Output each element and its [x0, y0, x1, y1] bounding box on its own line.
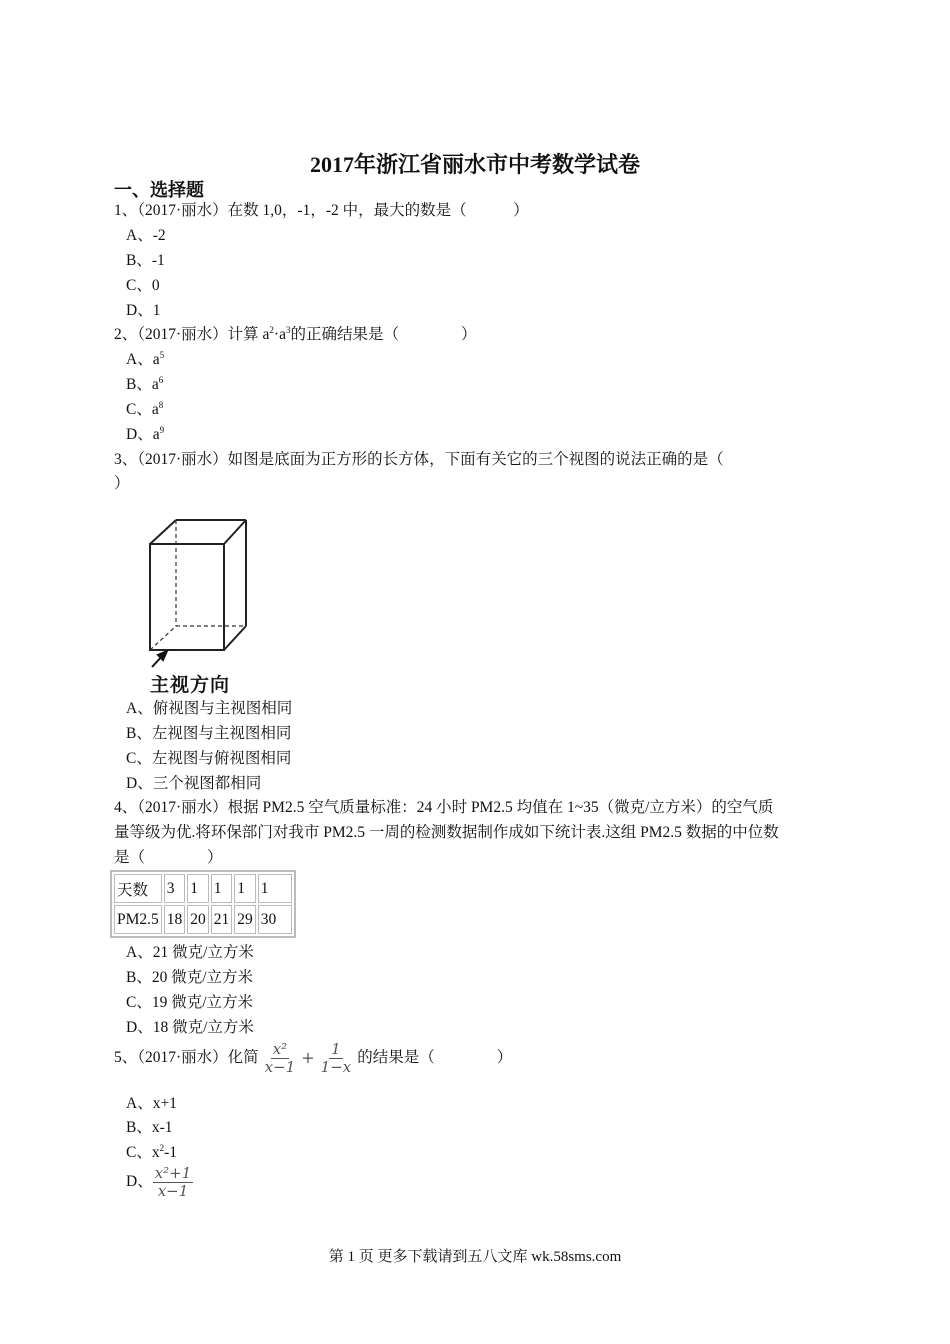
table-cell: 18	[164, 905, 186, 934]
q4-stem-line2: 量等级为优.将环保部门对我市 PM2.5 一周的检测数据制作成如下统计表.这组 PM2.5 数据的中位数	[114, 824, 779, 841]
table-cell: 29	[234, 905, 256, 934]
page-footer: 第 1 页 更多下载请到五八文库 wk.58sms.com	[328, 1249, 622, 1265]
fraction-1: $\frac{\text{x²}}{x-1}$	[264, 1039, 296, 1076]
q1-option-d: D、1	[126, 302, 161, 319]
section-heading: 一、选择题	[114, 180, 204, 200]
q5-option-b: B、x-1	[126, 1119, 173, 1136]
q5-option-c: C、$x^2-1$	[126, 1142, 178, 1161]
pm25-table	[110, 870, 296, 938]
q4-stem-line3: 是（ ）	[114, 849, 223, 866]
fraction-option-d: $\frac{\text{x²+1}}{x-1}$	[154, 1163, 192, 1200]
q3-option-d: D、三个视图都相同	[126, 775, 262, 792]
q2-stem: 2、（2017·丽水）计算 $a^2\cdot a^3$的正确结果是（ ）	[114, 324, 477, 343]
q2-option-b: B、$a^6$	[126, 374, 164, 393]
table-row	[114, 874, 292, 903]
cuboid-figure	[140, 512, 260, 702]
q1-option-a: A、-2	[126, 227, 166, 244]
q3-option-a: A、俯视图与主视图相同	[126, 700, 293, 717]
fraction-2: $\frac{1}{1-x}$	[320, 1039, 352, 1076]
q3-stem-line1: 3、（2017·丽水）如图是底面为正方形的长方体，下面有关它的三个视图的说法正确的是（	[114, 451, 724, 468]
table-cell: 21	[211, 905, 233, 934]
cuboid-hidden-edges	[150, 520, 246, 650]
arrow-icon	[152, 651, 167, 667]
q4-option-b: B、20 微克/立方米	[126, 969, 254, 986]
q2-option-c: C、$a^8$	[126, 399, 164, 418]
table-cell: 20	[187, 905, 209, 934]
q3-stem-line2: ）	[114, 475, 130, 492]
q2-option-a: A、$a^5$	[126, 349, 165, 368]
table-cell: 1	[211, 874, 233, 903]
q3-option-b: B、左视图与主视图相同	[126, 725, 292, 742]
q5-option-d: D、 $\frac{\text{x²+1}}{x-1}$	[126, 1163, 192, 1200]
q4-option-d: D、18 微克/立方米	[126, 1019, 254, 1036]
table-cell: 1	[187, 874, 209, 903]
table-cell: 30	[258, 905, 292, 934]
figure-caption: 主视方向	[150, 674, 231, 696]
table-cell: 3	[164, 874, 186, 903]
cuboid-front-face	[150, 544, 224, 650]
table-cell: 1	[234, 874, 256, 903]
q1-stem: 1、（2017·丽水）在数 1,0，-1，-2 中，最大的数是（ ）	[114, 202, 529, 219]
q4-option-a: A、21 微克/立方米	[126, 944, 254, 961]
q4-stem-line1: 4、（2017·丽水）根据 PM2.5 空气质量标准：24 小时 PM2.5 均值在 1~35（微克/立方米）的空气质	[114, 799, 774, 816]
table-row	[114, 905, 292, 934]
q4-option-c: C、19 微克/立方米	[126, 994, 254, 1011]
page-title: 2017年浙江省丽水市中考数学试卷	[309, 152, 640, 177]
q5-option-a: A、x+1	[126, 1095, 177, 1112]
q5-stem: 5、（2017·丽水）化简 $\frac{\text{x²}}{x-1}$ + $\frac{1}{1-x}$ 的结果是（ ）	[114, 1039, 513, 1076]
table-cell: PM2.5	[114, 905, 162, 934]
table-cell: 1	[258, 874, 292, 903]
table-cell: 天数	[114, 874, 162, 903]
q3-option-c: C、左视图与俯视图相同	[126, 750, 292, 767]
q2-option-d: D、$a^9$	[126, 424, 165, 443]
q1-option-b: B、-1	[126, 252, 165, 269]
q1-option-c: C、0	[126, 277, 160, 294]
